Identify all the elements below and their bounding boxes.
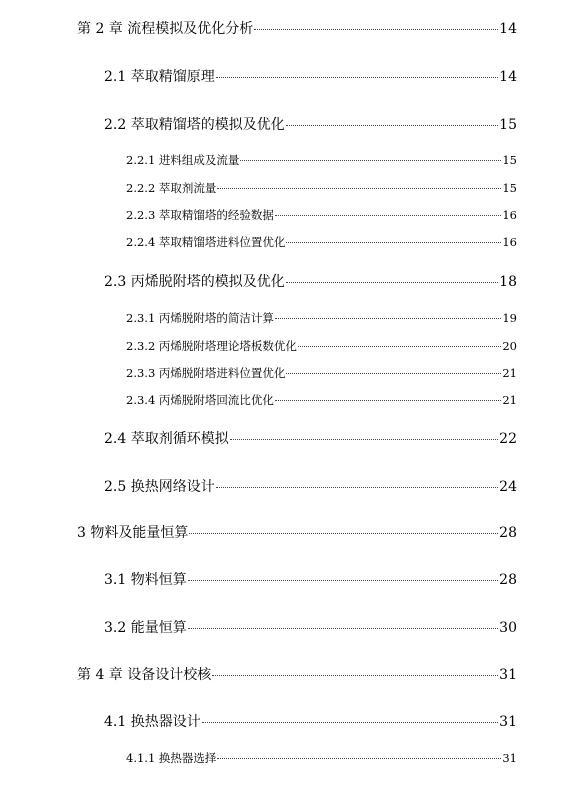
toc-entry xyxy=(104,617,517,637)
toc-entry-page: 21 xyxy=(502,393,517,407)
toc-entry-page: 21 xyxy=(502,366,517,380)
toc-entry xyxy=(104,569,517,589)
toc-entry-page: 28 xyxy=(499,572,517,588)
toc-entry-page: 16 xyxy=(502,235,517,249)
toc-entry-page: 14 xyxy=(499,69,517,85)
toc-entry xyxy=(77,522,517,542)
toc-entry-title: 3 物料及能量恒算 xyxy=(77,525,189,541)
toc-dot-leader xyxy=(217,758,501,759)
toc-entry-page: 24 xyxy=(499,479,517,495)
toc-entry xyxy=(104,711,517,731)
toc-entry-page: 16 xyxy=(502,208,517,222)
toc-entry-title: 2.3.1 丙烯脱附塔的简洁计算 xyxy=(126,311,274,325)
toc-entry xyxy=(126,310,517,326)
toc-entry-title: 2.2.2 萃取剂流量 xyxy=(126,181,217,195)
toc-entry-title: 2.3.3 丙烯脱附塔进料位置优化 xyxy=(126,366,286,380)
toc-dot-leader xyxy=(286,125,498,126)
toc-entry xyxy=(104,428,517,448)
toc-entry xyxy=(126,180,517,196)
toc-entry-page: 31 xyxy=(502,751,517,765)
toc-dot-leader xyxy=(189,533,498,534)
toc-entry-title: 2.3.4 丙烯脱附塔回流比优化 xyxy=(126,393,274,407)
toc-entry-page: 20 xyxy=(502,339,517,353)
toc-entry-title: 2.2.3 萃取精馏塔的经验数据 xyxy=(126,208,274,222)
toc-dot-leader xyxy=(275,400,501,401)
toc-entry xyxy=(126,365,517,381)
toc-entry xyxy=(77,18,517,38)
toc-dot-leader xyxy=(286,242,501,243)
toc-entry-title: 4.1.1 换热器选择 xyxy=(126,751,217,765)
toc-entry xyxy=(104,271,517,291)
toc-dot-leader xyxy=(286,282,498,283)
toc-dot-leader xyxy=(188,628,498,629)
toc-entry xyxy=(126,750,517,766)
toc-entry xyxy=(77,664,517,684)
toc-entry xyxy=(104,476,517,496)
toc-entry xyxy=(126,392,517,408)
toc-dot-leader xyxy=(254,29,498,30)
toc-dot-leader xyxy=(216,77,498,78)
toc-entry-page: 15 xyxy=(502,153,517,167)
toc-dot-leader xyxy=(212,675,498,676)
toc-dot-leader xyxy=(216,487,498,488)
toc-entry-page: 15 xyxy=(502,181,517,195)
toc-entry-title: 3.2 能量恒算 xyxy=(104,620,187,636)
toc-entry-page: 31 xyxy=(499,714,517,730)
toc-entry xyxy=(104,114,517,134)
toc-entry-title: 第 4 章 设备设计校核 xyxy=(77,667,212,683)
toc-entry-page: 30 xyxy=(499,620,517,636)
toc-entry-title: 2.3 丙烯脱附塔的模拟及优化 xyxy=(104,274,285,290)
toc-entry-title: 第 2 章 流程模拟及优化分析 xyxy=(77,21,254,37)
toc-entry-title: 2.1 萃取精馏原理 xyxy=(104,69,215,85)
toc-entry-page: 19 xyxy=(502,311,517,325)
toc-entry-page: 31 xyxy=(499,667,517,683)
toc-entry-page: 28 xyxy=(499,525,517,541)
toc-dot-leader xyxy=(286,373,501,374)
toc-dot-leader xyxy=(217,188,501,189)
toc-entry xyxy=(126,207,517,223)
toc-dot-leader xyxy=(275,215,501,216)
toc-dot-leader xyxy=(202,722,498,723)
toc-entry-page: 14 xyxy=(499,21,517,37)
toc-entry xyxy=(126,338,517,354)
toc-entry-title: 2.2.4 萃取精馏塔进料位置优化 xyxy=(126,235,286,249)
toc-entry xyxy=(126,152,517,168)
toc-entry-title: 2.5 换热网络设计 xyxy=(104,479,215,495)
toc-entry-page: 18 xyxy=(499,274,517,290)
toc-entry xyxy=(104,66,517,86)
toc-entry-title: 2.4 萃取剂循环模拟 xyxy=(104,431,229,447)
toc-entry xyxy=(126,234,517,250)
toc-entry-page: 15 xyxy=(499,117,517,133)
toc-entry-title: 4.1 换热器设计 xyxy=(104,714,201,730)
toc-entry-title: 2.3.2 丙烯脱附塔理论塔板数优化 xyxy=(126,339,297,353)
toc-entry-title: 2.2.1 进料组成及流量 xyxy=(126,153,240,167)
toc-dot-leader xyxy=(298,346,501,347)
toc-entry-title: 2.2 萃取精馏塔的模拟及优化 xyxy=(104,117,285,133)
toc-dot-leader xyxy=(230,439,498,440)
toc-dot-leader xyxy=(188,580,498,581)
toc-entry-page: 22 xyxy=(499,431,517,447)
toc-dot-leader xyxy=(275,318,501,319)
toc-dot-leader xyxy=(240,160,501,161)
toc-entry-title: 3.1 物料恒算 xyxy=(104,572,187,588)
